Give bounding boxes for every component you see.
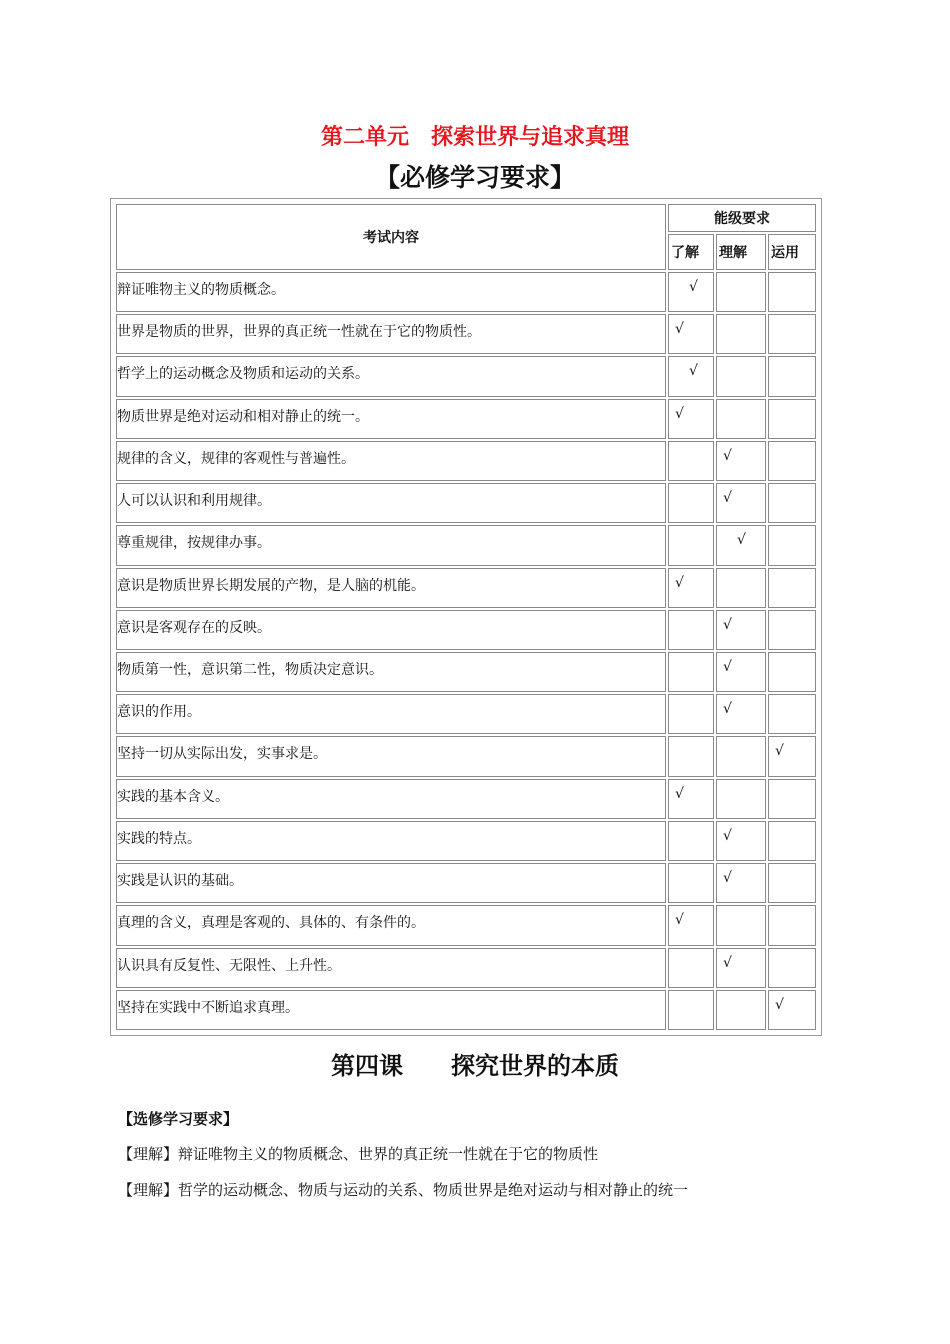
level-check-cell [716,905,766,945]
lesson-title: 第四课 探究世界的本质 [331,1052,619,1080]
table-row [116,483,816,523]
level-check-cell [768,652,816,692]
table-row [116,694,816,734]
level-check-cell [716,441,766,481]
check-mark-icon: √ [675,785,684,802]
level-check-cell [716,610,766,650]
elective-item: 【理解】辩证唯物主义的物质概念、世界的真正统一性就在于它的物质性 [118,1145,599,1163]
content-header: 考试内容 [116,204,666,270]
table-row [116,736,816,776]
check-mark-icon: √ [723,870,732,887]
exam-content-cell: 哲学上的运动概念及物质和运动的关系。 [116,356,666,396]
exam-content-cell: 坚持在实践中不断追求真理。 [116,990,666,1030]
level-check-cell [716,948,766,988]
check-mark-icon: √ [723,490,732,507]
table-row [116,948,816,988]
requirements-table-frame [110,198,822,1036]
table-row [116,779,816,819]
level-check-cell [716,356,766,396]
exam-content-cell: 意识是物质世界长期发展的产物，是人脑的机能。 [116,568,666,608]
level-check-cell [668,568,714,608]
table-row [116,990,816,1030]
level-check-cell [716,779,766,819]
level-check-cell [668,272,714,312]
level-check-cell [768,990,816,1030]
level-check-cell [716,694,766,734]
unit-title: 第二单元 探索世界与追求真理 [320,125,629,150]
level-check-cell [768,821,816,861]
level-check-cell [668,863,714,903]
level-check-cell [768,356,816,396]
check-mark-icon: √ [775,743,784,760]
level-check-cell [768,863,816,903]
level-check-cell [668,990,714,1030]
table-row [116,441,816,481]
level-check-cell [668,948,714,988]
check-mark-icon: √ [675,574,684,591]
exam-content-cell: 规律的含义，规律的客观性与普遍性。 [116,441,666,481]
level-check-cell [668,694,714,734]
table-row [116,905,816,945]
level-col-apply: 运用 [768,234,816,270]
level-check-cell [768,948,816,988]
level-check-cell [768,483,816,523]
exam-content-cell: 实践的特点。 [116,821,666,861]
exam-content-cell: 实践的基本含义。 [116,779,666,819]
check-mark-icon: √ [689,279,698,295]
level-check-cell [668,610,714,650]
check-mark-icon: √ [775,996,784,1013]
table-body [116,272,816,1030]
level-check-cell [716,821,766,861]
level-check-cell [768,399,816,439]
check-mark-icon: √ [675,912,684,929]
level-check-cell [768,610,816,650]
level-check-cell [768,905,816,945]
level-check-cell [716,525,766,565]
level-check-cell [668,525,714,565]
level-check-cell [668,905,714,945]
level-check-cell [716,568,766,608]
exam-content-cell: 坚持一切从实际出发，实事求是。 [116,736,666,776]
table-row [116,525,816,565]
level-header: 能级要求 [668,204,816,232]
level-check-cell [768,272,816,312]
check-mark-icon: √ [723,447,732,464]
exam-content-cell: 意识是客观存在的反映。 [116,610,666,650]
level-check-cell [768,568,816,608]
exam-content-cell: 世界是物质的世界，世界的真正统一性就在于它的物质性。 [116,314,666,354]
exam-content-cell: 物质第一性，意识第二性，物质决定意识。 [116,652,666,692]
check-mark-icon: √ [689,363,698,380]
table-row [116,863,816,903]
level-check-cell [668,314,714,354]
check-mark-icon: √ [737,532,746,549]
level-check-cell [716,314,766,354]
level-check-cell [668,356,714,396]
check-mark-icon: √ [723,701,732,718]
level-check-cell [716,863,766,903]
level-check-cell [716,736,766,776]
check-mark-icon: √ [723,658,732,675]
level-check-cell [668,779,714,819]
elective-requirements-title: 【选修学习要求】 [118,1110,239,1128]
table-row [116,821,816,861]
check-mark-icon: √ [723,954,732,971]
required-requirements-title: 【必修学习要求】 [374,163,575,192]
check-mark-icon: √ [723,616,732,633]
level-check-cell [768,525,816,565]
level-col-understand: 了解 [668,234,714,270]
level-check-cell [768,736,816,776]
exam-content-cell: 真理的含义，真理是客观的、具体的、有条件的。 [116,905,666,945]
level-check-cell [668,483,714,523]
level-check-cell [668,821,714,861]
elective-item: 【理解】哲学的运动概念、物质与运动的关系、物质世界是绝对运动与相对静止的统一 [118,1181,689,1199]
exam-content-cell: 尊重规律，按规律办事。 [116,525,666,565]
level-check-cell [716,990,766,1030]
exam-content-cell: 人可以认识和利用规律。 [116,483,666,523]
level-check-cell [668,399,714,439]
level-check-cell [716,483,766,523]
table-row [116,399,816,439]
exam-content-cell: 认识具有反复性、无限性、上升性。 [116,948,666,988]
table-row [116,652,816,692]
level-check-cell [716,399,766,439]
table-row [116,568,816,608]
level-check-cell [716,652,766,692]
level-check-cell [668,736,714,776]
requirements-table [114,202,818,1032]
level-check-cell [768,441,816,481]
level-check-cell [768,694,816,734]
level-check-cell [768,314,816,354]
exam-content-cell: 实践是认识的基础。 [116,863,666,903]
table-row [116,272,816,312]
table-row [116,314,816,354]
table-row [116,610,816,650]
exam-content-cell: 辩证唯物主义的物质概念。 [116,272,666,312]
exam-content-cell: 物质世界是绝对运动和相对静止的统一。 [116,399,666,439]
check-mark-icon: √ [675,321,684,338]
check-mark-icon: √ [723,827,732,844]
level-check-cell [716,272,766,312]
level-col-comprehend: 理解 [716,234,766,270]
level-check-cell [668,441,714,481]
check-mark-icon: √ [675,405,684,422]
level-check-cell [668,652,714,692]
exam-content-cell: 意识的作用。 [116,694,666,734]
level-check-cell [768,779,816,819]
table-row [116,356,816,396]
